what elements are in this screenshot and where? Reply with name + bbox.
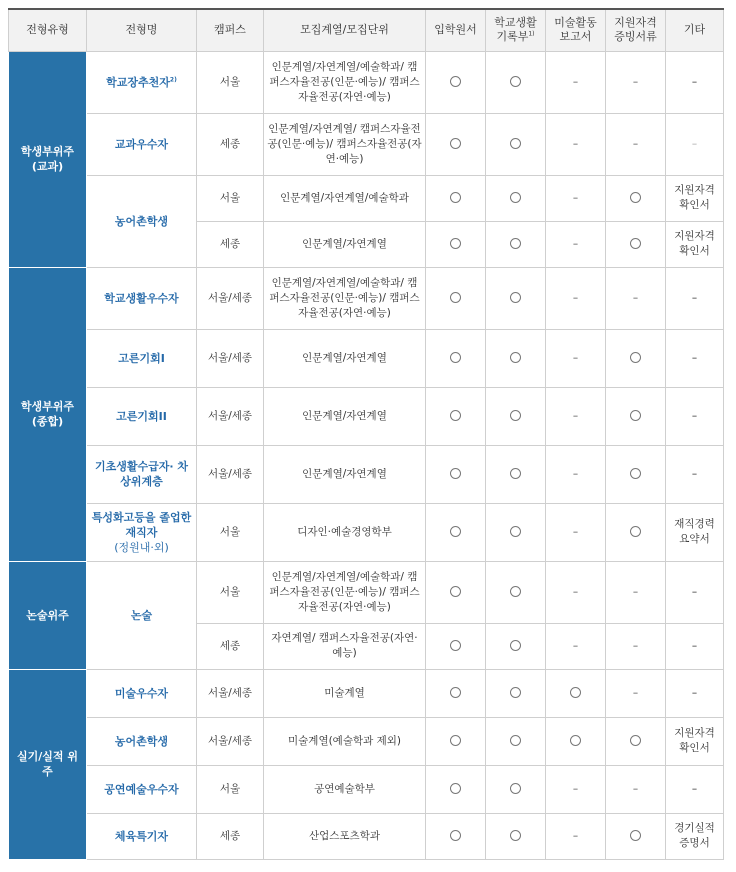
program-name: 기초생활수급자· 차상위계층 — [87, 445, 197, 503]
circle-icon — [630, 192, 641, 203]
dash-mark: – — [632, 75, 639, 88]
category-cell: 논술위주 — [9, 561, 87, 669]
table-row — [9, 329, 724, 387]
unit-cell: 인문계열/자연계열/예술학과/ 캠퍼스자율전공(인문·예능)/ 캠퍼스자율전공(자연·예능) — [264, 267, 426, 329]
program-name: 논술 — [87, 561, 197, 669]
unit-cell: 공연예술학부 — [264, 765, 426, 813]
circle-icon — [510, 586, 521, 597]
circle-icon — [450, 735, 461, 746]
table-row — [9, 113, 724, 175]
dash-mark: – — [572, 291, 579, 304]
application-cell — [426, 221, 486, 267]
application-cell — [426, 51, 486, 113]
dash-mark: – — [632, 137, 639, 150]
circle-icon — [630, 468, 641, 479]
etc-cell: 지원자격 확인서 — [666, 717, 724, 765]
category-cell: 학생부위주 (종합) — [9, 267, 87, 561]
eligibility-cell — [606, 623, 666, 669]
eligibility-cell — [606, 765, 666, 813]
dash-mark: – — [632, 291, 639, 304]
circle-icon — [450, 292, 461, 303]
school-record-cell — [486, 329, 546, 387]
art-report-cell — [546, 623, 606, 669]
art-report-cell — [546, 113, 606, 175]
eligibility-cell — [606, 561, 666, 623]
circle-icon — [570, 687, 581, 698]
header-type: 전형유형 — [9, 9, 87, 51]
application-cell — [426, 329, 486, 387]
etc-cell — [666, 113, 724, 175]
circle-icon — [450, 238, 461, 249]
etc-cell: – — [666, 51, 724, 113]
unit-cell: 인문계열/자연계열/예술학과/ 캠퍼스자율전공(인문·예능)/ 캠퍼스자율전공(자연·예능) — [264, 561, 426, 623]
circle-icon — [450, 586, 461, 597]
circle-icon — [630, 830, 641, 841]
circle-icon — [450, 410, 461, 421]
art-report-cell — [546, 669, 606, 717]
campus-cell: 세종 — [197, 221, 264, 267]
etc-cell: – — [666, 329, 724, 387]
table-row — [9, 267, 724, 329]
unit-cell: 인문계열/자연계열/예술학과/ 캠퍼스자율전공(인문·예능)/ 캠퍼스자율전공(자연·예능) — [264, 51, 426, 113]
unit-cell: 인문계열/자연계열 — [264, 387, 426, 445]
eligibility-cell — [606, 387, 666, 445]
etc-cell: 지원자격 확인서 — [666, 175, 724, 221]
dash-mark: – — [572, 409, 579, 422]
dash-mark: – — [572, 525, 579, 538]
unit-cell: 산업스포츠학과 — [264, 813, 426, 859]
circle-icon — [630, 238, 641, 249]
campus-cell: 서울 — [197, 503, 264, 561]
program-name: 체육특기자 — [87, 813, 197, 859]
header-etc: 기타 — [666, 9, 724, 51]
header-campus: 캠퍼스 — [197, 9, 264, 51]
dash-mark: – — [572, 75, 579, 88]
header-eligibility-docs: 지원자격 증빙서류 — [606, 9, 666, 51]
eligibility-cell — [606, 329, 666, 387]
circle-icon — [510, 640, 521, 651]
circle-icon — [510, 192, 521, 203]
unit-cell: 인문계열/자연계열/ 캠퍼스자율전공(인문·예능)/ 캠퍼스자율전공(자연·예능) — [264, 113, 426, 175]
dash-mark: – — [572, 639, 579, 652]
circle-icon — [510, 735, 521, 746]
school-record-cell — [486, 51, 546, 113]
program-name: 공연예술우수자 — [87, 765, 197, 813]
eligibility-cell — [606, 813, 666, 859]
unit-cell: 인문계열/자연계열 — [264, 221, 426, 267]
circle-icon — [510, 468, 521, 479]
program-name: 교과우수자 — [87, 113, 197, 175]
header-school-record: 학교생활 기록부$^{1)}$ — [486, 9, 546, 51]
table-row — [9, 669, 724, 717]
admission-documents-table — [8, 8, 724, 860]
table-row — [9, 717, 724, 765]
circle-icon — [450, 352, 461, 363]
eligibility-cell — [606, 503, 666, 561]
school-record-cell — [486, 175, 546, 221]
art-report-cell — [546, 267, 606, 329]
campus-cell: 서울/세종 — [197, 717, 264, 765]
application-cell — [426, 669, 486, 717]
eligibility-cell — [606, 175, 666, 221]
etc-cell: – — [666, 387, 724, 445]
art-report-cell — [546, 813, 606, 859]
circle-icon — [450, 526, 461, 537]
school-record-cell — [486, 445, 546, 503]
header-unit: 모집계열/모집단위 — [264, 9, 426, 51]
circle-icon — [450, 76, 461, 87]
program-name: 고른기회II — [87, 387, 197, 445]
category-cell: 학생부위주 (교과) — [9, 51, 87, 267]
application-cell — [426, 765, 486, 813]
art-report-cell — [546, 329, 606, 387]
header-application: 입학원서 — [426, 9, 486, 51]
dash-mark: – — [572, 782, 579, 795]
etc-cell: – — [666, 623, 724, 669]
table-row — [9, 561, 724, 623]
school-record-cell — [486, 813, 546, 859]
school-record-cell — [486, 717, 546, 765]
etc-cell: 지원자격 확인서 — [666, 221, 724, 267]
application-cell — [426, 813, 486, 859]
eligibility-cell — [606, 221, 666, 267]
art-report-cell — [546, 445, 606, 503]
etc-cell: 경기실적 증명서 — [666, 813, 724, 859]
dash-mark: – — [572, 467, 579, 480]
table-row — [9, 503, 724, 561]
header-art-report: 미술활동 보고서 — [546, 9, 606, 51]
art-report-cell — [546, 717, 606, 765]
circle-icon — [510, 292, 521, 303]
circle-icon — [450, 783, 461, 794]
dash-mark: – — [632, 686, 639, 699]
table-row — [9, 445, 724, 503]
application-cell — [426, 561, 486, 623]
table-row — [9, 51, 724, 113]
school-record-cell — [486, 503, 546, 561]
circle-icon — [450, 640, 461, 651]
art-report-cell — [546, 51, 606, 113]
unit-cell: 인문계열/자연계열 — [264, 329, 426, 387]
campus-cell: 서울 — [197, 765, 264, 813]
campus-cell: 세종 — [197, 623, 264, 669]
circle-icon — [510, 76, 521, 87]
eligibility-cell — [606, 717, 666, 765]
dash-mark: – — [572, 829, 579, 842]
circle-icon — [510, 138, 521, 149]
school-record-cell — [486, 221, 546, 267]
eligibility-cell — [606, 51, 666, 113]
circle-icon — [510, 238, 521, 249]
unit-cell: 인문계열/자연계열/예술학과 — [264, 175, 426, 221]
art-report-cell — [546, 221, 606, 267]
etc-cell: – — [666, 765, 724, 813]
campus-cell: 서울 — [197, 175, 264, 221]
campus-cell: 서울 — [197, 51, 264, 113]
circle-icon — [450, 830, 461, 841]
campus-cell: 세종 — [197, 813, 264, 859]
campus-cell: 서울/세종 — [197, 669, 264, 717]
art-report-cell — [546, 765, 606, 813]
etc-cell: – — [666, 267, 724, 329]
art-report-cell — [546, 387, 606, 445]
unit-cell: 미술계열(예술학과 제외) — [264, 717, 426, 765]
program-name: 학교장추천자$^{2)}$ — [87, 51, 197, 113]
table-row — [9, 387, 724, 445]
unit-cell: 디자인·예술경영학부 — [264, 503, 426, 561]
school-record-cell — [486, 267, 546, 329]
application-cell — [426, 623, 486, 669]
program-name: 고른기회I — [87, 329, 197, 387]
etc-cell: – — [666, 561, 724, 623]
dash-mark: – — [632, 585, 639, 598]
campus-cell: 서울/세종 — [197, 387, 264, 445]
circle-icon — [450, 687, 461, 698]
eligibility-cell — [606, 669, 666, 717]
circle-icon — [510, 783, 521, 794]
circle-icon — [450, 138, 461, 149]
etc-cell: – — [666, 669, 724, 717]
program-name: 미술우수자 — [87, 669, 197, 717]
campus-cell: 서울/세종 — [197, 445, 264, 503]
circle-icon — [450, 192, 461, 203]
campus-cell: 서울 — [197, 561, 264, 623]
school-record-cell — [486, 623, 546, 669]
circle-icon — [510, 830, 521, 841]
circle-icon — [510, 526, 521, 537]
circle-icon — [630, 410, 641, 421]
dash-mark: – — [691, 137, 698, 150]
application-cell — [426, 113, 486, 175]
eligibility-cell — [606, 113, 666, 175]
program-name: 학교생활우수자 — [87, 267, 197, 329]
school-record-cell — [486, 113, 546, 175]
circle-icon — [510, 687, 521, 698]
table-row — [9, 813, 724, 859]
circle-icon — [450, 468, 461, 479]
school-record-cell — [486, 561, 546, 623]
unit-cell: 미술계열 — [264, 669, 426, 717]
circle-icon — [510, 352, 521, 363]
dash-mark: – — [632, 639, 639, 652]
application-cell — [426, 503, 486, 561]
circle-icon — [570, 735, 581, 746]
school-record-cell — [486, 669, 546, 717]
school-record-cell — [486, 765, 546, 813]
etc-cell: – — [666, 445, 724, 503]
circle-icon — [630, 352, 641, 363]
circle-icon — [510, 410, 521, 421]
header-name: 전형명 — [87, 9, 197, 51]
campus-cell: 서울/세종 — [197, 329, 264, 387]
unit-cell: 자연계열/ 캠퍼스자율전공(자연·예능) — [264, 623, 426, 669]
program-name: 농어촌학생 — [87, 717, 197, 765]
application-cell — [426, 717, 486, 765]
table-row — [9, 175, 724, 221]
art-report-cell — [546, 561, 606, 623]
program-name: 농어촌학생 — [87, 175, 197, 267]
table-row — [9, 765, 724, 813]
dash-mark: – — [632, 782, 639, 795]
dash-mark: – — [572, 585, 579, 598]
campus-cell: 세종 — [197, 113, 264, 175]
dash-mark: – — [572, 237, 579, 250]
etc-cell: 재직경력 요약서 — [666, 503, 724, 561]
application-cell — [426, 387, 486, 445]
unit-cell: 인문계열/자연계열 — [264, 445, 426, 503]
category-cell: 실기/실적 위주 — [9, 669, 87, 859]
school-record-cell — [486, 387, 546, 445]
application-cell — [426, 445, 486, 503]
dash-mark: – — [572, 191, 579, 204]
art-report-cell — [546, 503, 606, 561]
circle-icon — [630, 526, 641, 537]
eligibility-cell — [606, 267, 666, 329]
eligibility-cell — [606, 445, 666, 503]
dash-mark: – — [572, 351, 579, 364]
campus-cell: 서울/세종 — [197, 267, 264, 329]
circle-icon — [630, 735, 641, 746]
program-name: 특성화고등을 졸업한재직자 (정원내·외) — [87, 503, 197, 561]
art-report-cell — [546, 175, 606, 221]
header-row — [9, 9, 724, 51]
application-cell — [426, 175, 486, 221]
dash-mark: – — [572, 137, 579, 150]
application-cell — [426, 267, 486, 329]
